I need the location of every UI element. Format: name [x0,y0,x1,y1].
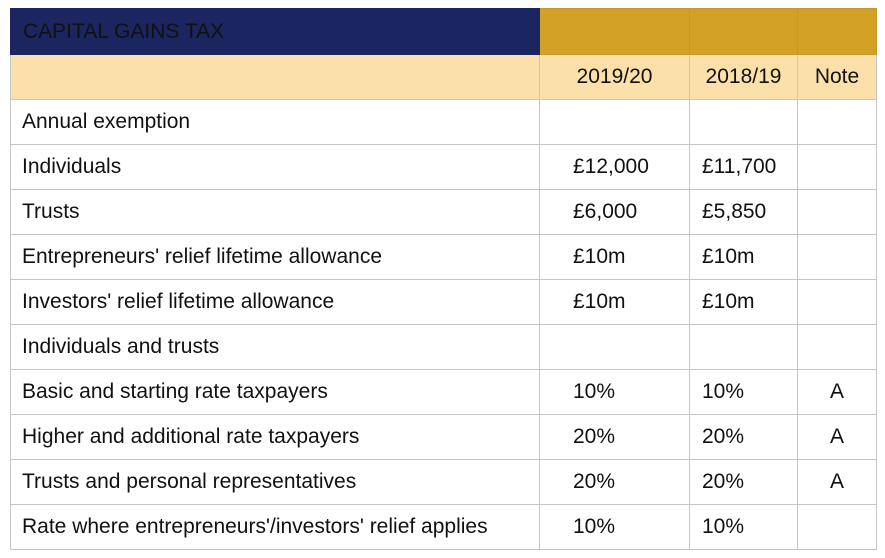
value-2019-20: £12,000 [540,145,690,190]
row-label: Investors' relief lifetime allowance [11,280,540,325]
value-2019-20: 20% [540,460,690,505]
note-cell [798,325,877,370]
value-2018-19: £5,850 [690,190,798,235]
title-row [11,9,877,55]
value-2018-19 [690,100,798,145]
note-cell [798,145,877,190]
value-2019-20: 10% [540,370,690,415]
row-label: Higher and additional rate taxpayers [11,415,540,460]
table-row [11,190,877,235]
value-2018-19: £10m [690,235,798,280]
table-row [11,415,877,460]
value-2018-19: 20% [690,415,798,460]
note-cell: A [798,370,877,415]
capital-gains-tax-table [10,8,877,550]
table-row [11,505,877,550]
row-label: Entrepreneurs' relief lifetime allowance [11,235,540,280]
title-accent-cell [690,9,798,55]
table-row [11,325,877,370]
value-2019-20: £10m [540,280,690,325]
note-cell: A [798,460,877,505]
table-row [11,460,877,505]
header-row [11,55,877,100]
note-cell: A [798,415,877,460]
table-title: CAPITAL GAINS TAX [11,9,540,55]
row-label: Rate where entrepreneurs'/investors' relief applies [11,505,540,550]
table-row [11,145,877,190]
value-2018-19: 10% [690,370,798,415]
row-label: Trusts and personal representatives [11,460,540,505]
title-accent-cell [540,9,690,55]
note-cell [798,100,877,145]
value-2018-19: £11,700 [690,145,798,190]
row-label: Basic and starting rate taxpayers [11,370,540,415]
table-row [11,370,877,415]
table-row [11,235,877,280]
header-label-cell [11,55,540,100]
value-2019-20: £10m [540,235,690,280]
header-2018-19: 2018/19 [690,55,798,100]
row-label: Trusts [11,190,540,235]
table-row [11,280,877,325]
value-2018-19: 20% [690,460,798,505]
header-2019-20: 2019/20 [540,55,690,100]
row-label: Annual exemption [11,100,540,145]
title-accent-cell [798,9,877,55]
value-2019-20 [540,100,690,145]
table-row [11,100,877,145]
header-note: Note [798,55,877,100]
note-cell [798,505,877,550]
value-2018-19: £10m [690,280,798,325]
value-2018-19 [690,325,798,370]
value-2018-19: 10% [690,505,798,550]
row-label: Individuals and trusts [11,325,540,370]
table-body [11,9,877,550]
value-2019-20: 20% [540,415,690,460]
row-label: Individuals [11,145,540,190]
value-2019-20: £6,000 [540,190,690,235]
note-cell [798,190,877,235]
value-2019-20 [540,325,690,370]
note-cell [798,235,877,280]
note-cell [798,280,877,325]
value-2019-20: 10% [540,505,690,550]
